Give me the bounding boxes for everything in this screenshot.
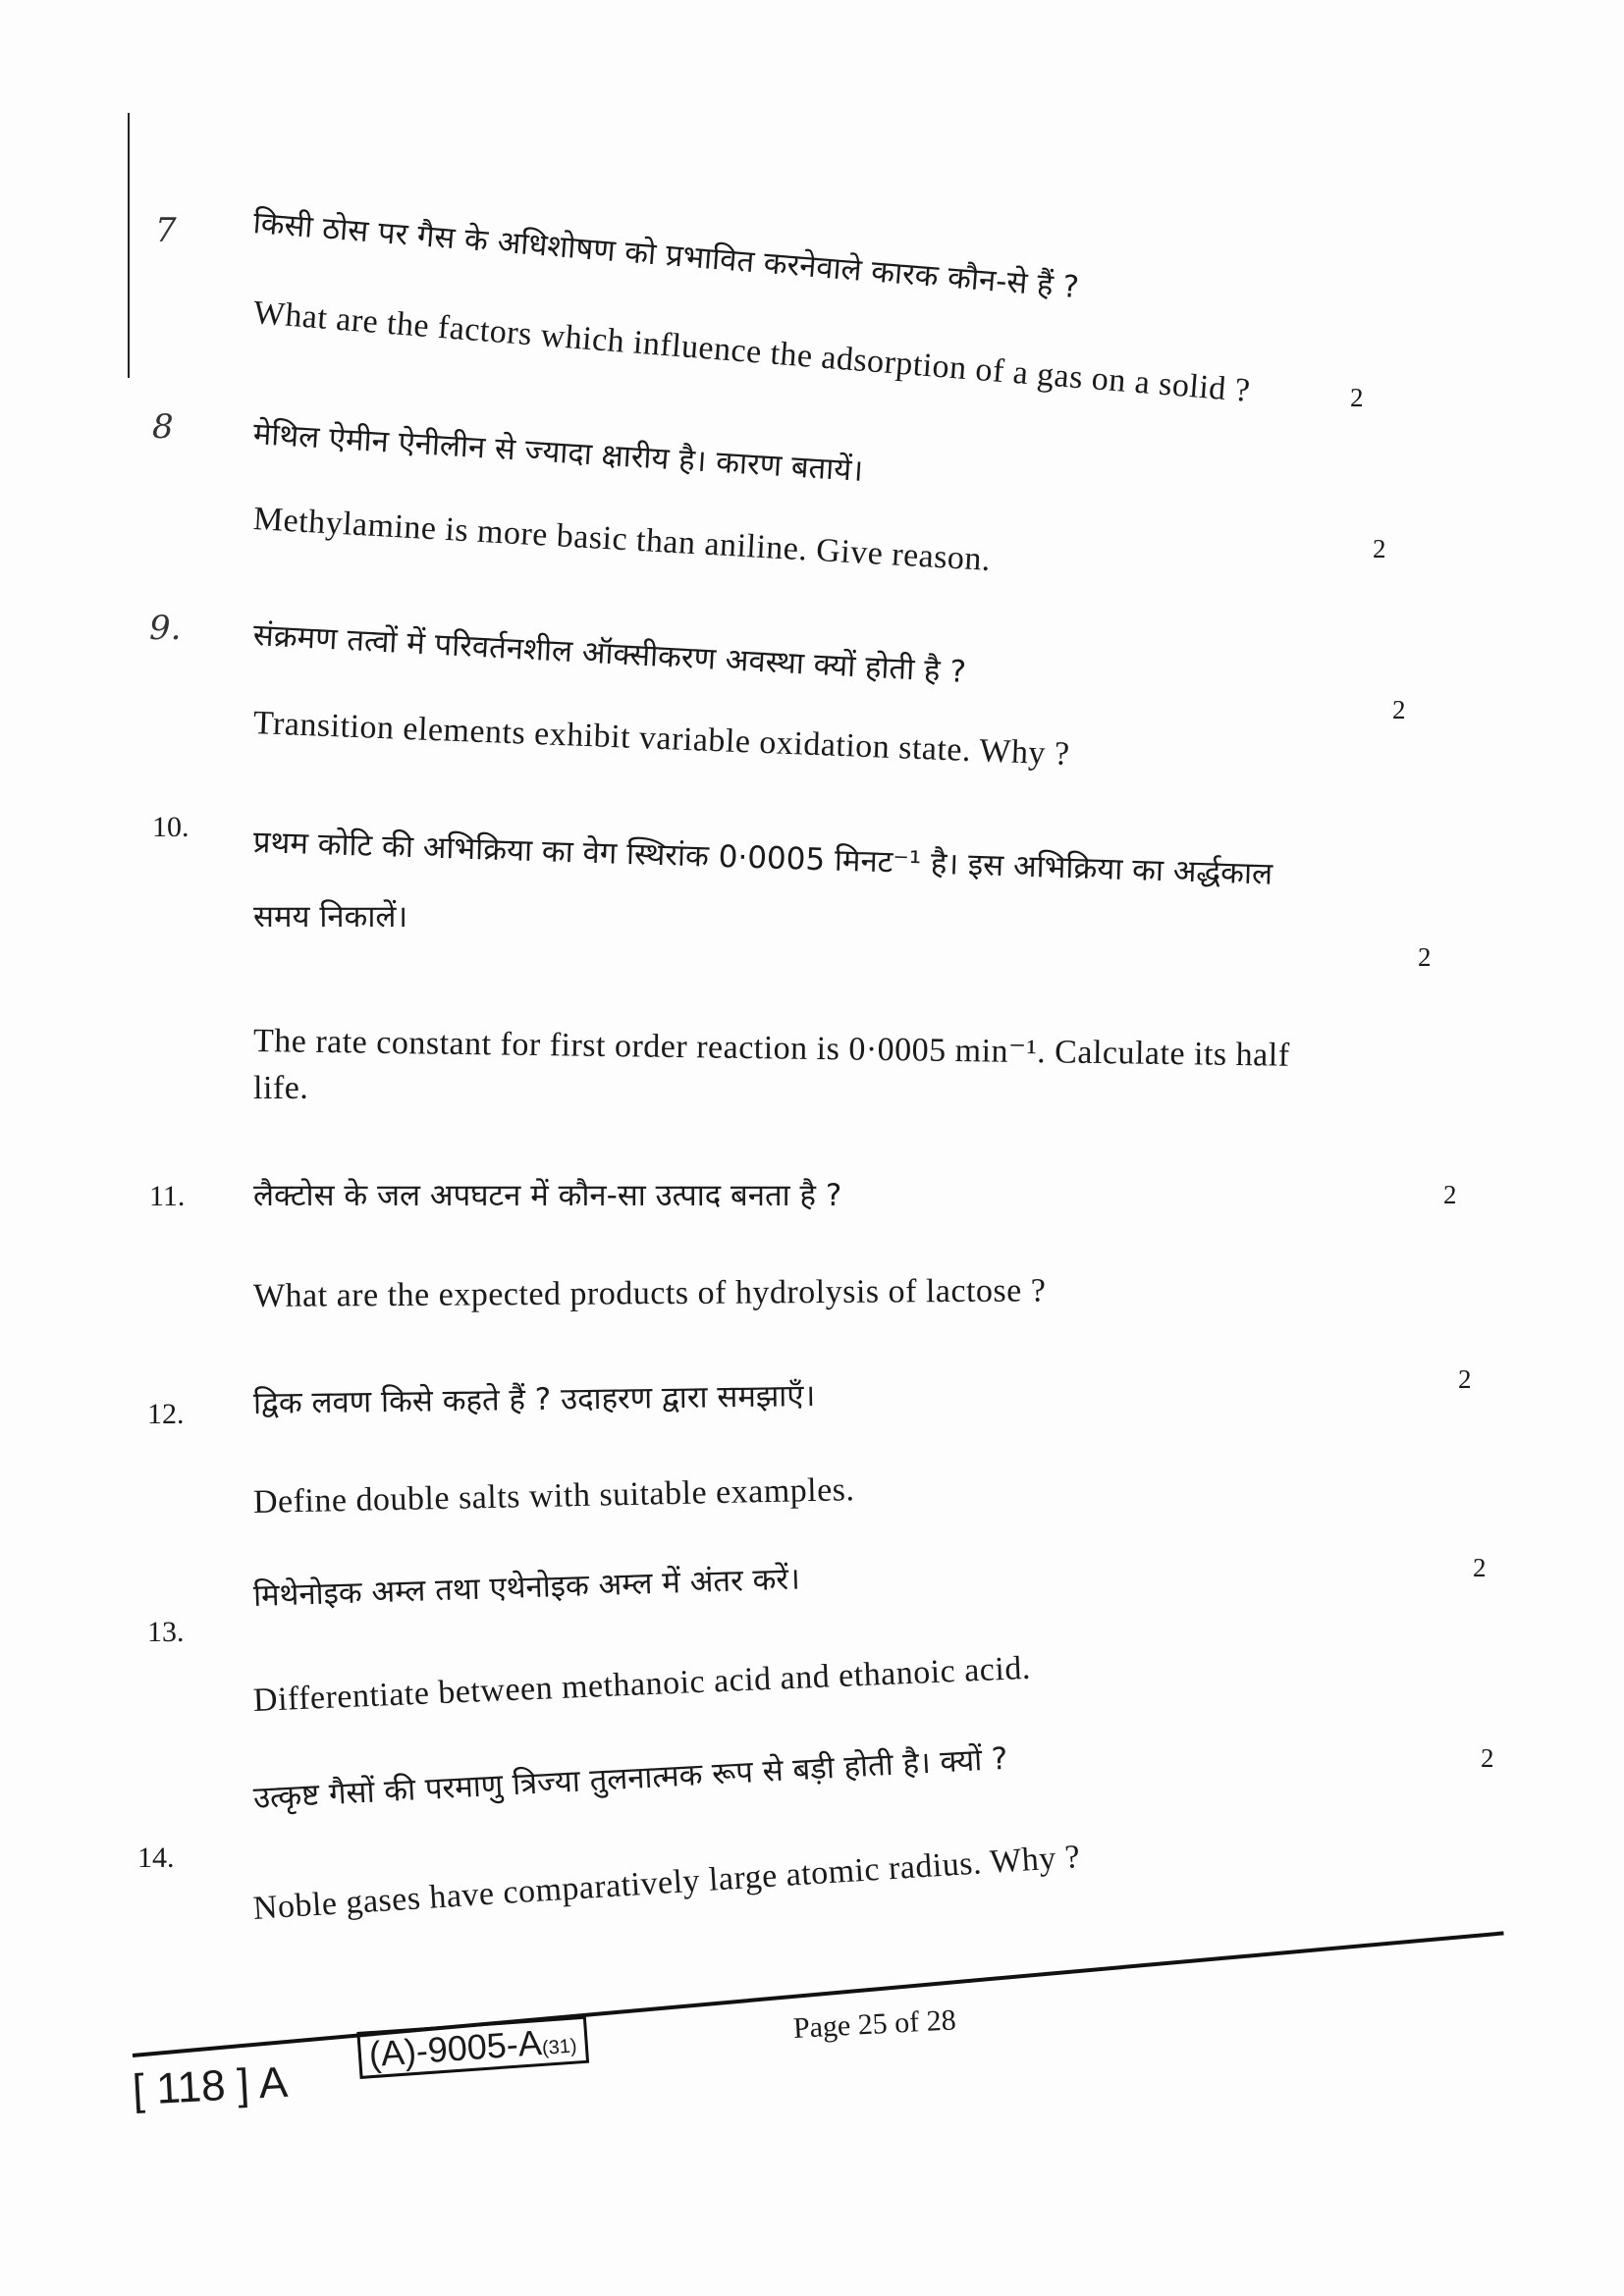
question-10-hindi-line-1: प्रथम कोटि की अभिक्रिया का वेग स्थिरांक 0·0005 मिनट⁻¹ है। इस अभिक्रिया का अर्द्धकाल <box>252 825 1273 892</box>
question-number-13: 13. <box>147 1616 185 1648</box>
question-10-marks: 2 <box>1418 942 1432 972</box>
question-12-hindi: द्विक लवण किसे कहते हैं ? उदाहरण द्वारा समझाएँ। <box>252 1378 816 1421</box>
question-8-hindi: मेथिल ऐमीन ऐनीलीन से ज्यादा क्षारीय है। कारण बतायें। <box>251 416 865 489</box>
question-7-marks: 2 <box>1350 383 1364 412</box>
question-13-hindi: मिथेनोइक अम्ल तथा एथेनोइक अम्ल में अंतर करें। <box>252 1561 801 1614</box>
question-12-english: Define double salts with suitable examples. <box>252 1471 855 1521</box>
question-14-english: Noble gases have comparatively large atomic radius. Why ? <box>251 1839 1082 1927</box>
paper-code-suffix: (31) <box>541 2035 578 2059</box>
question-8-marks: 2 <box>1373 534 1386 563</box>
question-7-hindi: किसी ठोस पर गैस के अधिशोषण को प्रभावित करनेवाले कारक कौन-से हैं ? <box>251 205 1081 306</box>
margin-line <box>128 113 130 378</box>
paper-code-box <box>356 2016 588 2079</box>
question-9-english: Transition elements exhibit variable oxidation state. Why ? <box>252 705 1071 773</box>
question-number-11: 11. <box>149 1180 186 1212</box>
footer-set-label: [ 118 ] A <box>131 2057 290 2114</box>
question-11-english: What are the expected products of hydrolysis of lactose ? <box>252 1272 1047 1314</box>
question-number-9: 9. <box>149 609 182 648</box>
question-number-14: 14. <box>137 1842 175 1874</box>
question-7-english: What are the factors which influence the adsorption of a gas on a solid ? <box>251 294 1252 409</box>
question-12-marks: 2 <box>1458 1364 1472 1394</box>
question-number-7: 7 <box>155 211 177 250</box>
question-10-english-line-1: The rate constant for first order reaction is 0·0005 min⁻¹. Calculate its half <box>252 1023 1290 1074</box>
paper-code: (A)-9005-A <box>367 2022 544 2075</box>
question-9-marks: 2 <box>1392 695 1406 724</box>
question-8-english: Methylamine is more basic than aniline. Give reason. <box>251 501 992 578</box>
question-number-10: 10. <box>152 811 189 843</box>
question-14-marks: 2 <box>1481 1743 1494 1773</box>
question-10-hindi-line-2: समय निकालें। <box>253 899 408 934</box>
question-13-marks: 2 <box>1473 1553 1487 1582</box>
question-10-english-line-2: life. <box>253 1070 309 1106</box>
question-11-marks: 2 <box>1443 1180 1457 1209</box>
question-14-hindi: उत्कृष्ट गैसों की परमाणु त्रिज्या तुलनात्मक रूप से बड़ी होती है। क्यों ? <box>252 1740 1009 1816</box>
question-9-hindi: संक्रमण तत्वों में परिवर्तनशील ऑक्सीकरण अवस्था क्यों होती है ? <box>252 617 967 691</box>
question-11-hindi: लैक्टोस के जल अपघटन में कौन-सा उत्पाद बनता है ? <box>253 1178 842 1213</box>
question-number-8: 8 <box>152 407 174 447</box>
question-13-english: Differentiate between methanoic acid and ethanoic acid. <box>252 1649 1032 1719</box>
page-number: Page 25 of 28 <box>792 2003 957 2045</box>
question-number-12: 12. <box>147 1398 185 1430</box>
